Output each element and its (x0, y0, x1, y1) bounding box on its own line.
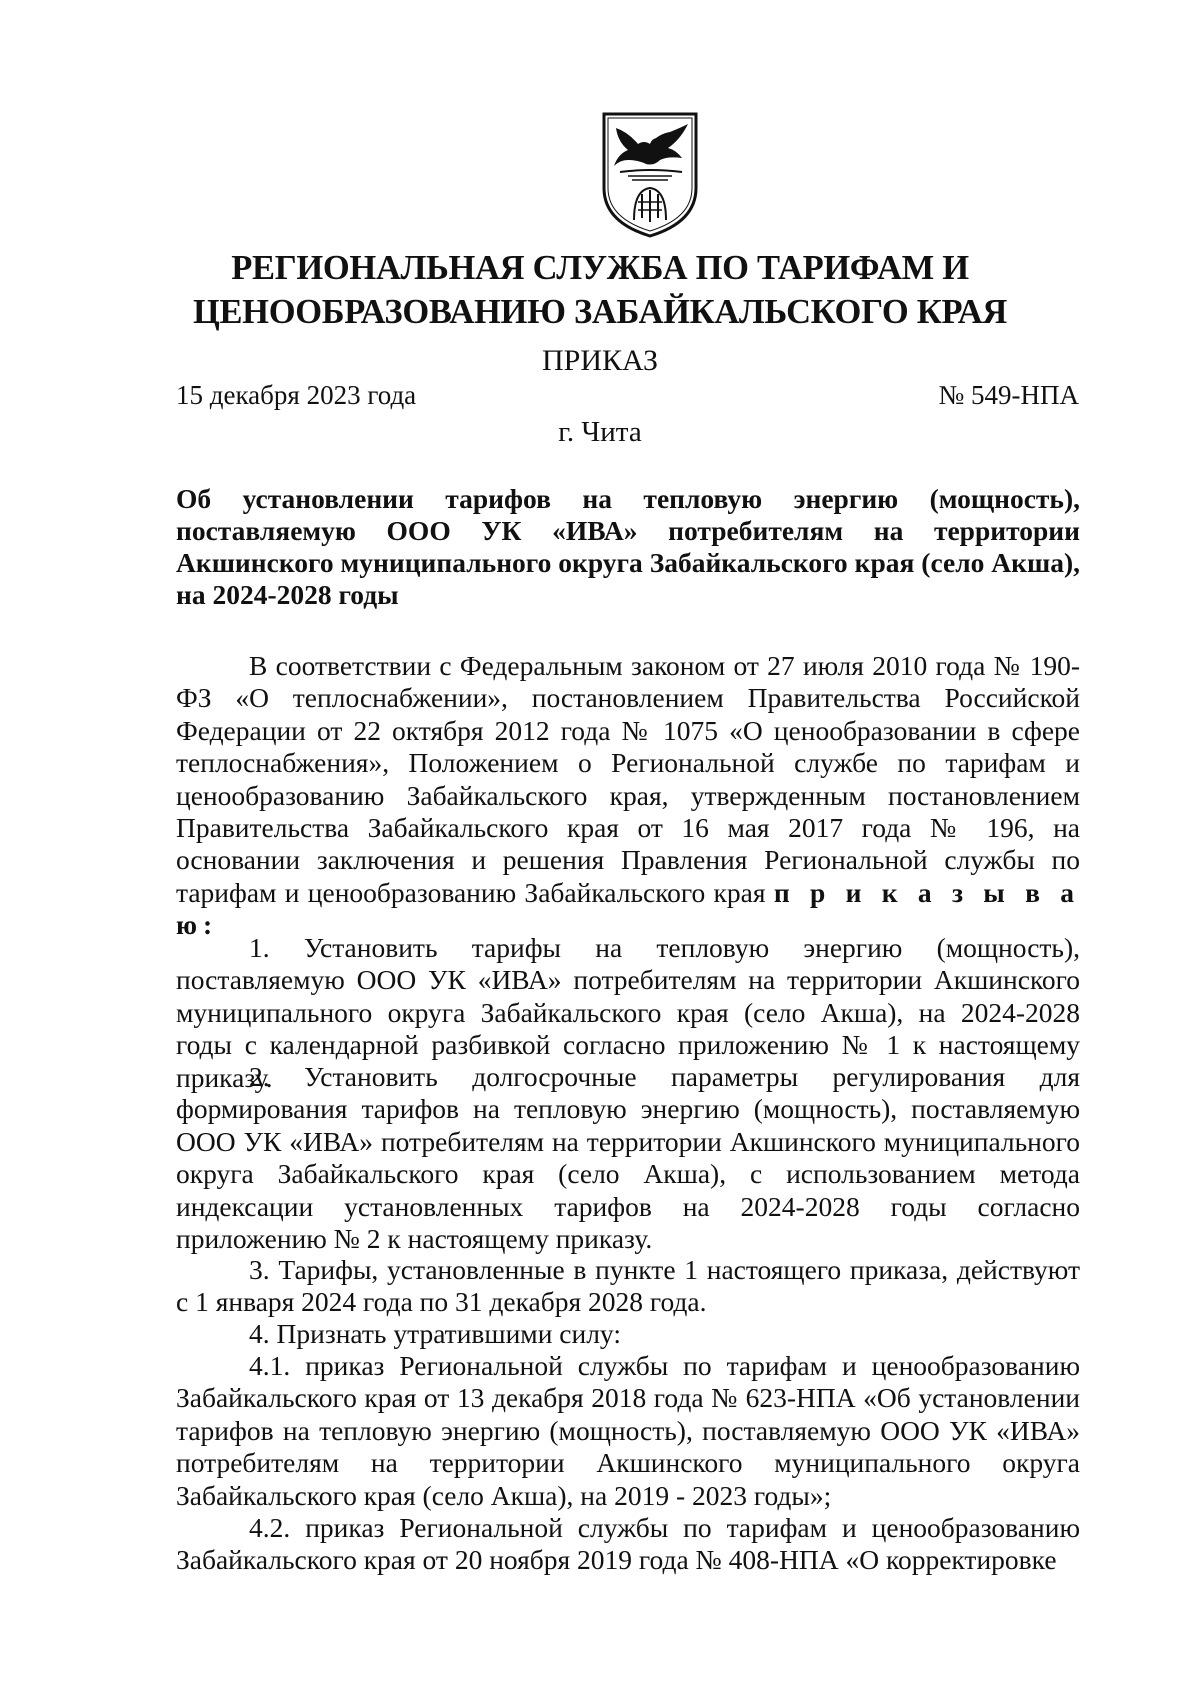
preamble-paragraph (176, 650, 1080, 942)
item-2: 2. Установить долгосрочные параметры регулирования для формирования тарифов на тепловую энергию (мощность), поставляемую ООО УК «ИВА» потребителям на территории Акшинского муниципального округа Забайкальского края (село Акша), с использованием метода индексации установленных тарифов на 2024-2028 годы согласно приложению № 2 к настоящему приказу. (176, 1061, 1080, 1255)
organization-line-2: ЦЕНООБРАЗОВАНИЮ ЗАБАЙКАЛЬСКОГО КРАЯ (192, 293, 1008, 331)
document-number: № 549-НПА (938, 380, 1079, 410)
item-4-2: 4.2. приказ Региональной службы по тарифам и ценообразованию Забайкальского края от 20 ноября 2019 года № 408-НПА «О корректировке (176, 1512, 1080, 1576)
preamble-text: В соответствии с Федеральным законом от 27 июля 2010 года № 190-ФЗ «О теплоснабжении», постановлением Правительства Российской Федерации от 22 октября 2012 года № 1075 «О ценообразовании в сфере теплоснабжения», Положением о Региональной службе по тарифам и ценообразованию Забайкальского края, утвержденным постановлением Правительства Забайкальского края от 16 мая 2017 года № 196, на основании заключения и решения Правления Региональной службы по тарифам и ценообразованию Забайкальского края (176, 650, 1080, 908)
organization-name (160, 246, 1040, 334)
item-1: 1. Установить тарифы на тепловую энергию (мощность), поставляемую ООО УК «ИВА» потребителям на территории Акшинского муниципального округа Забайкальского края (село Акша), на 2024-2028 годы с календарной разбивкой согласно приложению № 1 к настоящему приказу. (176, 932, 1080, 1093)
document-date: 15 декабря 2023 года (176, 380, 417, 410)
document-subject: Об установлении тарифов на тепловую энергию (мощность), поставляемую ООО УК «ИВА» потребителям на территории Акшинского муниципального округа Забайкальского края (село Акша), на 2024-2028 годы (176, 483, 1080, 610)
document-city: г. Чита (558, 416, 642, 448)
order-word: п р и к а з ы в а ю: (176, 876, 1080, 941)
document-type: ПРИКАЗ (542, 344, 658, 377)
item-4: 4. Признать утратившими силу: (249, 1318, 621, 1349)
item-4-1: 4.1. приказ Региональной службы по тарифам и ценообразованию Забайкальского края от 13 декабря 2018 года № 623-НПА «Об установлении тарифов на тепловую энергию (мощность), поставляемую ООО УК «ИВА» потребителям на территории Акшинского муниципального округа Забайкальского края (село Акша), на 2019 - 2023 годы»; (176, 1350, 1080, 1511)
coat-of-arms-icon (598, 110, 702, 240)
item-3: 3. Тарифы, установленные в пункте 1 настоящего приказа, действуют с 1 января 2024 года по 31 декабря 2028 года. (176, 1254, 1080, 1318)
organization-line-1: РЕГИОНАЛЬНАЯ СЛУЖБА ПО ТАРИФАМ И (231, 249, 969, 287)
